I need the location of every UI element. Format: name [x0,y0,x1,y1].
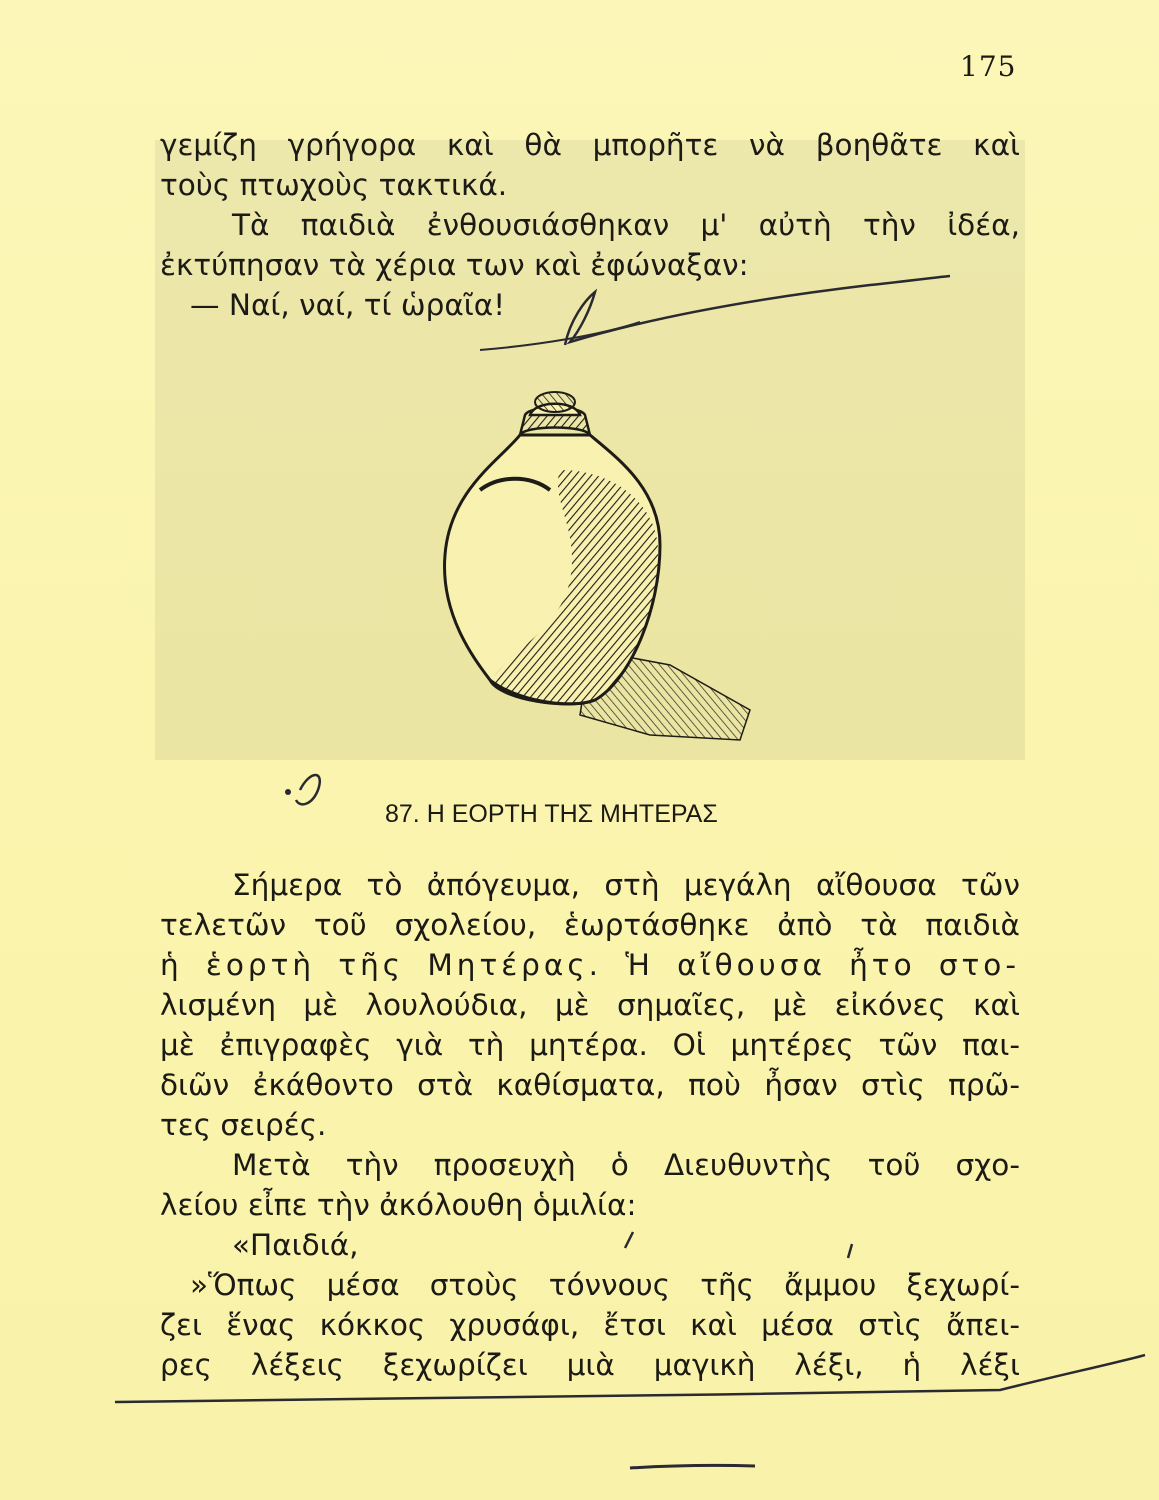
text-line: λισμένη μὲ λουλούδια, μὲ σημαῖες, μὲ εἰκόνες καὶ [160,988,1020,1022]
text-line: Τὰ παιδιὰ ἐνθουσιάσθηκαν μ' αὐτὴ τὴν ἰδέα, [232,208,1020,242]
pen-stroke-top-2 [480,322,640,350]
text-line: τες σειρές. [160,1108,327,1142]
text-line: Σήμερα τὸ ἀπόγευμα, στὴ μεγάλη αἴθουσα τῶν [232,868,1020,902]
text-line: τοὺς πτωχοὺς τακτικά. [160,168,508,202]
text-line: ρες λέξεις ξεχωρίζει μιὰ μαγικὴ λέξι, ἡ λέξι [160,1348,1020,1382]
pen-stroke-short [630,1465,755,1468]
text-line: «Παιδιά, [232,1228,359,1262]
chapter-title: 87. Η ΕΟΡΤΗ ΤΗΣ ΜΗΤΕΡΑΣ [385,800,718,828]
text-line: ἐκτύπησαν τὰ χέρια των καὶ ἐφώναξαν: [160,248,749,282]
page-number: 175 [960,50,1017,83]
text-line: »Ὅπως μέσα στοὺς τόννους τῆς ἄμμου ξεχωρί- [190,1268,1020,1302]
text-line: γεμίζη γρήγορα καὶ θὰ μπορῆτε νὰ βοηθᾶτε καὶ [160,128,1020,162]
pen-stroke-top [565,276,950,345]
pen-stroke-zero [296,775,320,804]
text-line: μὲ ἐπιγραφὲς γιὰ τὴ μητέρα. Οἱ μητέρες τῶν παι- [160,1028,1020,1062]
pen-stroke-bottom [115,1355,1145,1402]
text-line: ζει ἕνας κόκκος χρυσάφι, ἔτσι καὶ μέσα στὶς ἄπει- [160,1308,1020,1342]
pen-ticks [625,1232,852,1258]
text-line: ἡ ἑορτὴ τῆς Μητέρας. Ἡ αἴθουσα ἦτο στο- [160,948,1020,982]
text-line: λείου εἶπε τὴν ἀκόλουθη ὁμιλία: [160,1188,637,1222]
text-line: Μετὰ τὴν προσευχὴ ὁ Διευθυντὴς τοῦ σχο- [232,1148,1020,1182]
pen-dot [285,789,291,795]
text-line: τελετῶν τοῦ σχολείου, ἑωρτάσθηκε ἀπὸ τὰ παιδιὰ [160,908,1020,942]
text-line: διῶν ἐκάθοντο στὰ καθίσματα, ποὺ ἦσαν στὶς πρῶ- [160,1068,1020,1102]
text-line: — Ναί, ναί, τί ὡραῖα! [190,288,506,322]
